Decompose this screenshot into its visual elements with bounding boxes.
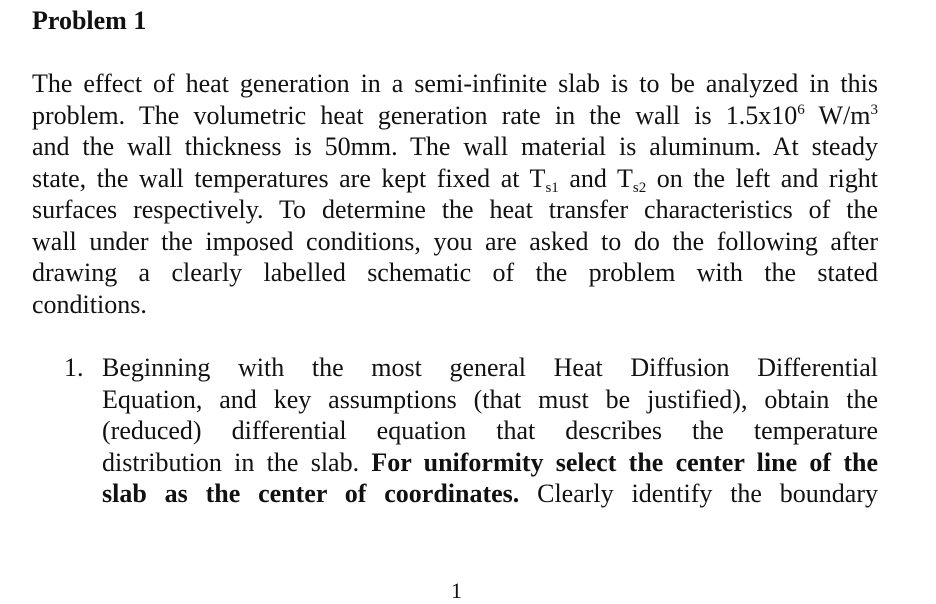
statement-line: and the wall thickness is 50mm. The wall material is aluminum. At steady xyxy=(32,132,878,161)
item-line: (reduced) differential equation that describes the temperature xyxy=(102,416,878,445)
statement-line: state, the wall temperatures are kept fixed at $T_{s1}$ and $T_{s2}$ on the left and right xyxy=(32,163,879,196)
item-line: Beginning with the most general Heat Diffusion Differential xyxy=(102,353,878,382)
statement-line: wall under the imposed conditions, you are asked to do the following after xyxy=(32,226,878,256)
bold-instruction: slab as the center of coordinates. xyxy=(102,479,520,508)
page-number: 1 xyxy=(451,578,462,603)
statement-line: conditions. xyxy=(32,289,147,319)
item-line: slab as the center of coordinates. Clearly identify the boundary xyxy=(102,479,878,508)
item-line: Equation, and key assumptions (that must be justified), obtain the xyxy=(102,384,878,414)
subscript: s2 xyxy=(632,179,647,196)
statement-line: The effect of heat generation in a semi-infinite slab is to be analyzed in this xyxy=(32,69,878,98)
exponent: 3 xyxy=(870,101,878,118)
list-item xyxy=(102,352,878,510)
list-number: 1. xyxy=(64,353,84,382)
subscript: s1 xyxy=(545,179,559,196)
problem-heading: Problem 1 xyxy=(32,6,147,35)
problem-statement xyxy=(32,68,878,320)
statement-line: surfaces respectively. To determine the heat transfer characteristics of the xyxy=(32,195,878,224)
item-line: distribution in the slab. For uniformity select the center line of the xyxy=(102,447,878,477)
bold-instruction: For uniformity select the center line of the xyxy=(371,447,878,477)
statement-line: problem. The volumetric heat generation rate in the wall is $1.5x10^6$ $W/m^3$ xyxy=(32,100,878,130)
statement-line: drawing a clearly labelled schematic of the problem with the stated xyxy=(32,258,878,287)
exponent: 6 xyxy=(797,101,805,118)
